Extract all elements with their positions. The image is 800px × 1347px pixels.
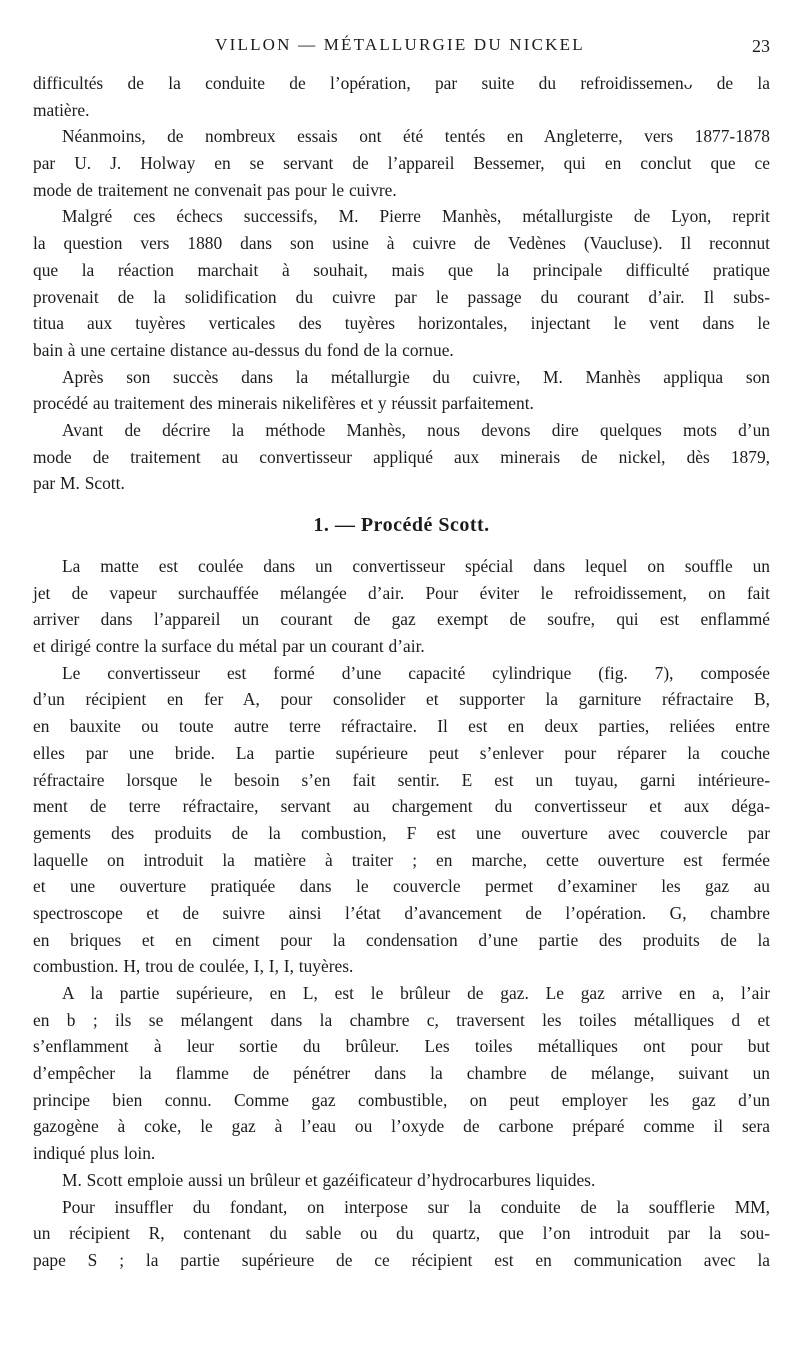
- running-head: [0, 30, 800, 60]
- text-line: et dirigé contre la surface du métal par un courant d’air.: [33, 636, 425, 657]
- paragraph: [33, 123, 770, 203]
- text-line: ment de terre réfractaire, servant au chargement du convertisseur et aux déga-: [33, 796, 770, 817]
- paragraph: [33, 203, 770, 363]
- paragraph: [33, 1194, 770, 1274]
- text-line: en briques et en ciment pour la condensation d’une partie des produits de la: [33, 929, 770, 950]
- paragraph: [33, 70, 770, 123]
- text-line: Néanmoins, de nombreux essais ont été tentés en Angleterre, vers 1877-1878: [62, 126, 770, 147]
- text-line: d’empêcher la flamme de pénétrer dans la chambre de mélange, suivant un: [33, 1063, 770, 1084]
- text-line: Pour insuffler du fondant, on interpose sur la conduite de la soufflerie MM,: [62, 1196, 770, 1217]
- text-line: principe bien connu. Comme gaz combustible, on peut employer les gaz d’un: [33, 1089, 770, 1110]
- text-line: un récipient R, contenant du sable ou du quartz, que l’on introduit par la sou-: [33, 1223, 770, 1244]
- text-line: spectroscope et de suivre ainsi l’état d’avancement de l’opération. G, chambre: [33, 902, 770, 923]
- text-line: titua aux tuyères verticales des tuyères horizontales, injectant le vent dans le: [33, 313, 770, 334]
- text-line: bain à une certaine distance au-dessus du fond de la cornue.: [33, 339, 454, 360]
- paragraph: [33, 364, 770, 417]
- paragraph: [33, 1167, 770, 1194]
- paragraph: [33, 980, 770, 1167]
- text-line: par U. J. Holway en se servant de l’appareil Bessemer, qui en conclut que ce: [33, 153, 770, 174]
- text-line: en b ; ils se mélangent dans la chambre c, traversent les toiles métalliques d et: [33, 1009, 770, 1030]
- text-line: que la réaction marchait à souhait, mais que la principale difficulté pratique: [33, 259, 770, 280]
- text-line: M. Scott emploie aussi un brûleur et gazéificateur d’hydrocarbures liquides.: [62, 1169, 596, 1190]
- text-line: Après son succès dans la métallurgie du cuivre, M. Manhès appliqua son: [62, 366, 770, 387]
- paragraph: [33, 417, 770, 497]
- paragraph: [33, 660, 770, 980]
- text-line: s’enflamment à leur sortie du brûleur. Les toiles métalliques ont pour but: [33, 1036, 770, 1057]
- text-line: Le convertisseur est formé d’une capacité cylindrique (fig. 7), composée: [62, 662, 770, 683]
- text-line: elles par une bride. La partie supérieure peut s’enlever pour réparer la couche: [33, 742, 770, 763]
- text-line: jet de vapeur surchauffée mélangée d’air. Pour éviter le refroidissement, on fait: [33, 582, 770, 603]
- page-number: 23: [752, 36, 770, 56]
- text-line: matière.: [33, 99, 90, 120]
- text-line: laquelle on introduit la matière à traiter ; en marche, cette ouverture est fermée: [33, 849, 770, 870]
- text-line: provenait de la solidification du cuivre par le passage du courant d’air. Il subs-: [33, 286, 770, 307]
- text-line: arriver dans l’appareil un courant de gaz exempt de soufre, qui est enflammé: [33, 609, 770, 630]
- text-line: mode de traitement ne convenait pas pour le cuivre.: [33, 179, 397, 200]
- text-line: combustion. H, trou de coulée, I, I, I, tuyères.: [33, 956, 354, 977]
- text-line: d’un récipient en fer A, pour consolider et supporter la garniture réfractaire B,: [33, 689, 770, 710]
- text-line: pape S ; la partie supérieure de ce récipient est en communication avec la: [33, 1249, 770, 1270]
- running-title: VILLON — MÉTALLURGIE DU NICKEL: [215, 35, 585, 54]
- text-line: Malgré ces échecs successifs, M. Pierre Manhès, métallurgiste de Lyon, reprit: [62, 206, 770, 227]
- text-line: difficultés de la conduite de l’opération, par suite du refroidissemenᴗ de la: [33, 73, 770, 93]
- text-line: mode de traitement au convertisseur appliqué aux minerais de nickel, dès 1879,: [33, 446, 770, 467]
- body-text: [33, 70, 770, 1274]
- text-line: Avant de décrire la méthode Manhès, nous devons dire quelques mots d’un: [62, 419, 770, 440]
- text-line: en bauxite ou toute autre terre réfractaire. Il est en deux parties, reliées entre: [33, 716, 770, 737]
- text-line: procédé au traitement des minerais nikelifères et y réussit parfaitement.: [33, 393, 534, 414]
- text-line: La matte est coulée dans un convertisseur spécial dans lequel on souffle un: [62, 556, 770, 576]
- text-line: et une ouverture pratiquée dans le couvercle permet d’examiner les gaz au: [33, 876, 770, 897]
- text-line: gazogène à coke, le gaz à l’eau ou l’oxyde de carbone préparé comme il sera: [33, 1116, 770, 1137]
- text-line: la question vers 1880 dans son usine à cuivre de Vedènes (Vaucluse). Il reconnut: [33, 233, 770, 254]
- text-line: indiqué plus loin.: [33, 1143, 156, 1164]
- text-line: A la partie supérieure, en L, est le brûleur de gaz. Le gaz arrive en a, l’air: [62, 983, 770, 1003]
- paragraph: [33, 553, 770, 660]
- section-heading: 1. — Procédé Scott.: [313, 514, 490, 536]
- text-line: réfractaire lorsque le besoin s’en fait sentir. E est un tuyau, garni intérieure-: [33, 769, 770, 790]
- text-line: par M. Scott.: [33, 473, 125, 494]
- text-line: gements des produits de la combustion, F est une ouverture avec couvercle par: [33, 822, 770, 843]
